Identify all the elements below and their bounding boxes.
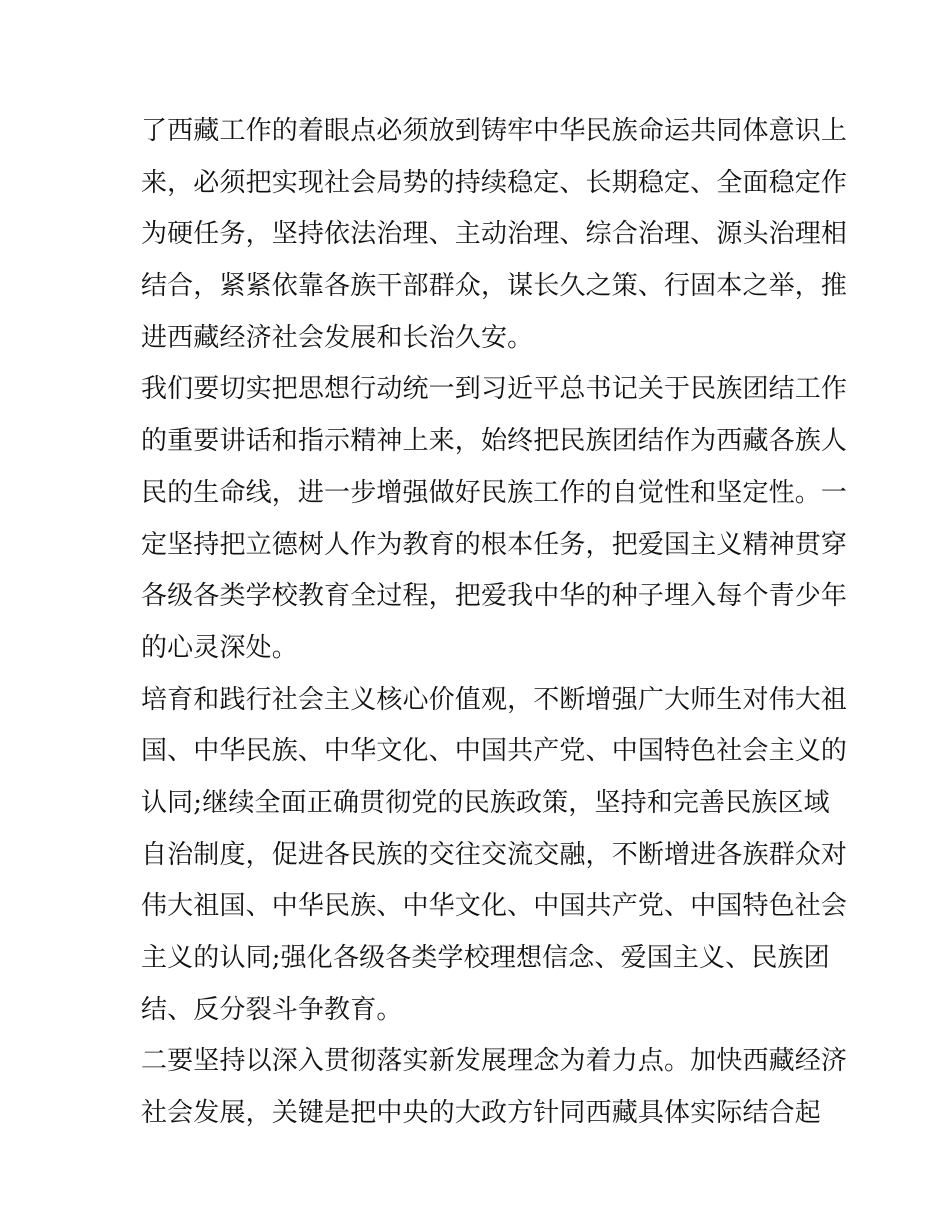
text-line: 伟大祖国、中华民族、中华文化、中国共产党、中国特色社会: [141, 891, 848, 922]
text-line: 我们要切实把思想行动统一到习近平总书记关于民族团结工作: [141, 374, 848, 405]
text-line: 进西藏经济社会发展和长治久安。: [141, 322, 534, 353]
text-line: 认同;继续全面正确贯彻党的民族政策，坚持和完善民族区域: [141, 787, 830, 818]
text-line: 来，必须把实现社会局势的持续稳定、长期稳定、全面稳定作: [141, 167, 848, 198]
text-line: 民的生命线，进一步增强做好民族工作的自觉性和坚定性。一: [141, 477, 848, 508]
text-line: 培育和践行社会主义核心价值观，不断增强广大师生对伟大祖: [141, 684, 848, 715]
text-line: 的重要讲话和指示精神上来，始终把民族团结作为西藏各族人: [141, 426, 848, 457]
document-body: [141, 106, 848, 1140]
text-line: 的心灵深处。: [141, 632, 298, 663]
text-line: 各级各类学校教育全过程，把爱我中华的种子埋入每个青少年: [141, 581, 848, 612]
text-line: 主义的认同;强化各级各类学校理想信念、爱国主义、民族团: [141, 943, 830, 973]
text-line: 结、反分裂斗争教育。: [141, 994, 403, 1025]
text-line: 定坚持把立德树人作为教育的根本任务，把爱国主义精神贯穿: [141, 529, 848, 560]
text-line: 社会发展，关键是把中央的大政方针同西藏具体实际结合起: [141, 1098, 821, 1129]
text-line: 国、中华民族、中华文化、中国共产党、中国特色社会主义的: [141, 736, 848, 767]
text-line: 结合，紧紧依靠各族干部群众，谋长久之策、行固本之举，推: [141, 271, 848, 302]
text-line: 自治制度，促进各民族的交往交流交融，不断增进各族群众对: [141, 839, 848, 870]
text-line: 了西藏工作的着眼点必须放到铸牢中华民族命运共同体意识上: [141, 116, 848, 146]
text-line: 二要坚持以深入贯彻落实新发展理念为着力点。加快西藏经济: [141, 1046, 848, 1077]
text-line: 为硬任务，坚持依法治理、主动治理、综合治理、源头治理相: [141, 219, 848, 250]
